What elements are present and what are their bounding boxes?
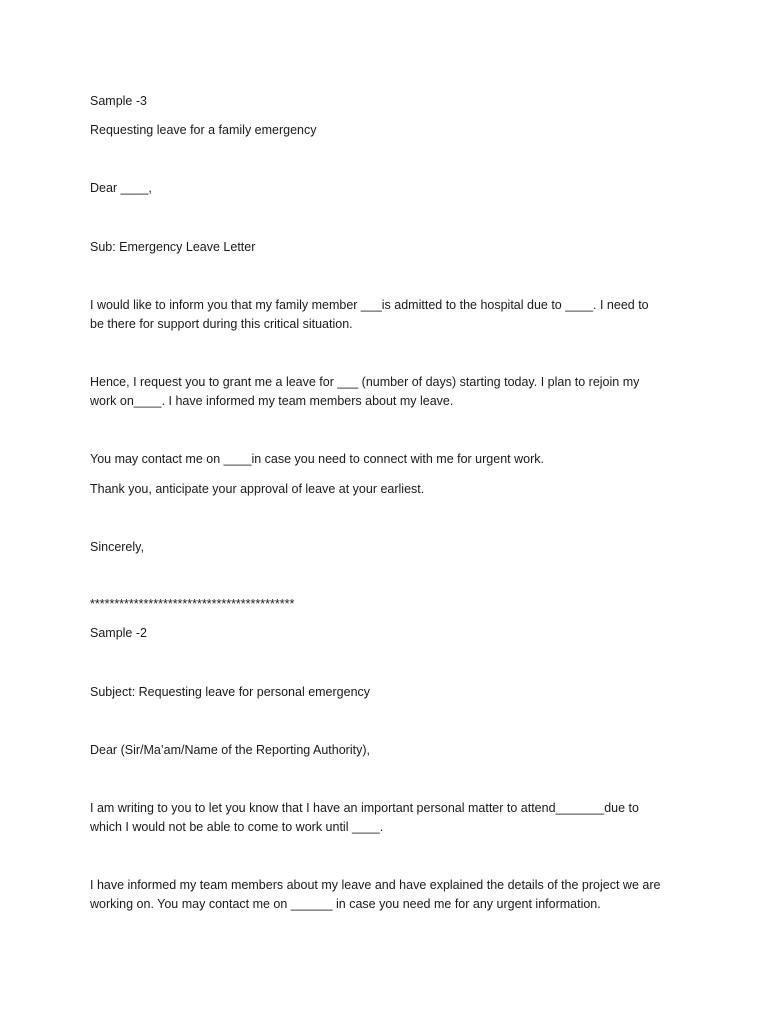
sample-3-paragraph-1-line-1: I would like to inform you that my family member ___is admitted to the hospital due to ____. I need to	[90, 298, 649, 312]
sample-3-title: Requesting leave for a family emergency	[90, 123, 317, 137]
sample-3-subject: Sub: Emergency Leave Letter	[90, 240, 256, 254]
sample-3-paragraph-1-line-2: be there for support during this critical situation.	[90, 317, 353, 331]
sample-2-heading: Sample -2	[90, 626, 147, 640]
sample-2-salutation: Dear (Sir/Ma’am/Name of the Reporting Authority),	[90, 743, 370, 757]
sample-2-paragraph-1-line-1: I am writing to you to let you know that I have an important personal matter to attend_______due to	[90, 801, 639, 815]
sample-3-salutation: Dear ____,	[90, 181, 152, 195]
sample-3-paragraph-2-line-2: work on____. I have informed my team members about my leave.	[90, 394, 454, 408]
sample-2-paragraph-1-line-2: which I would not be able to come to work until ____.	[90, 820, 384, 834]
sample-3-paragraph-4: Thank you, anticipate your approval of leave at your earliest.	[90, 482, 425, 496]
sample-2-subject: Subject: Requesting leave for personal emergency	[90, 685, 371, 699]
sample-2-paragraph-2-line-1: I have informed my team members about my leave and have explained the details of the project we are	[90, 878, 661, 892]
sample-3-closing: Sincerely,	[90, 540, 144, 554]
separator: ******************************************	[90, 597, 295, 611]
sample-3-paragraph-2-line-1: Hence, I request you to grant me a leave for ___ (number of days) starting today. I plan to rejoin my	[90, 375, 640, 389]
sample-2-paragraph-2-line-2: working on. You may contact me on ______ in case you need me for any urgent information.	[90, 897, 601, 911]
sample-3-heading: Sample -3	[90, 94, 147, 108]
sample-3-paragraph-3: You may contact me on ____in case you need to connect with me for urgent work.	[90, 452, 544, 466]
